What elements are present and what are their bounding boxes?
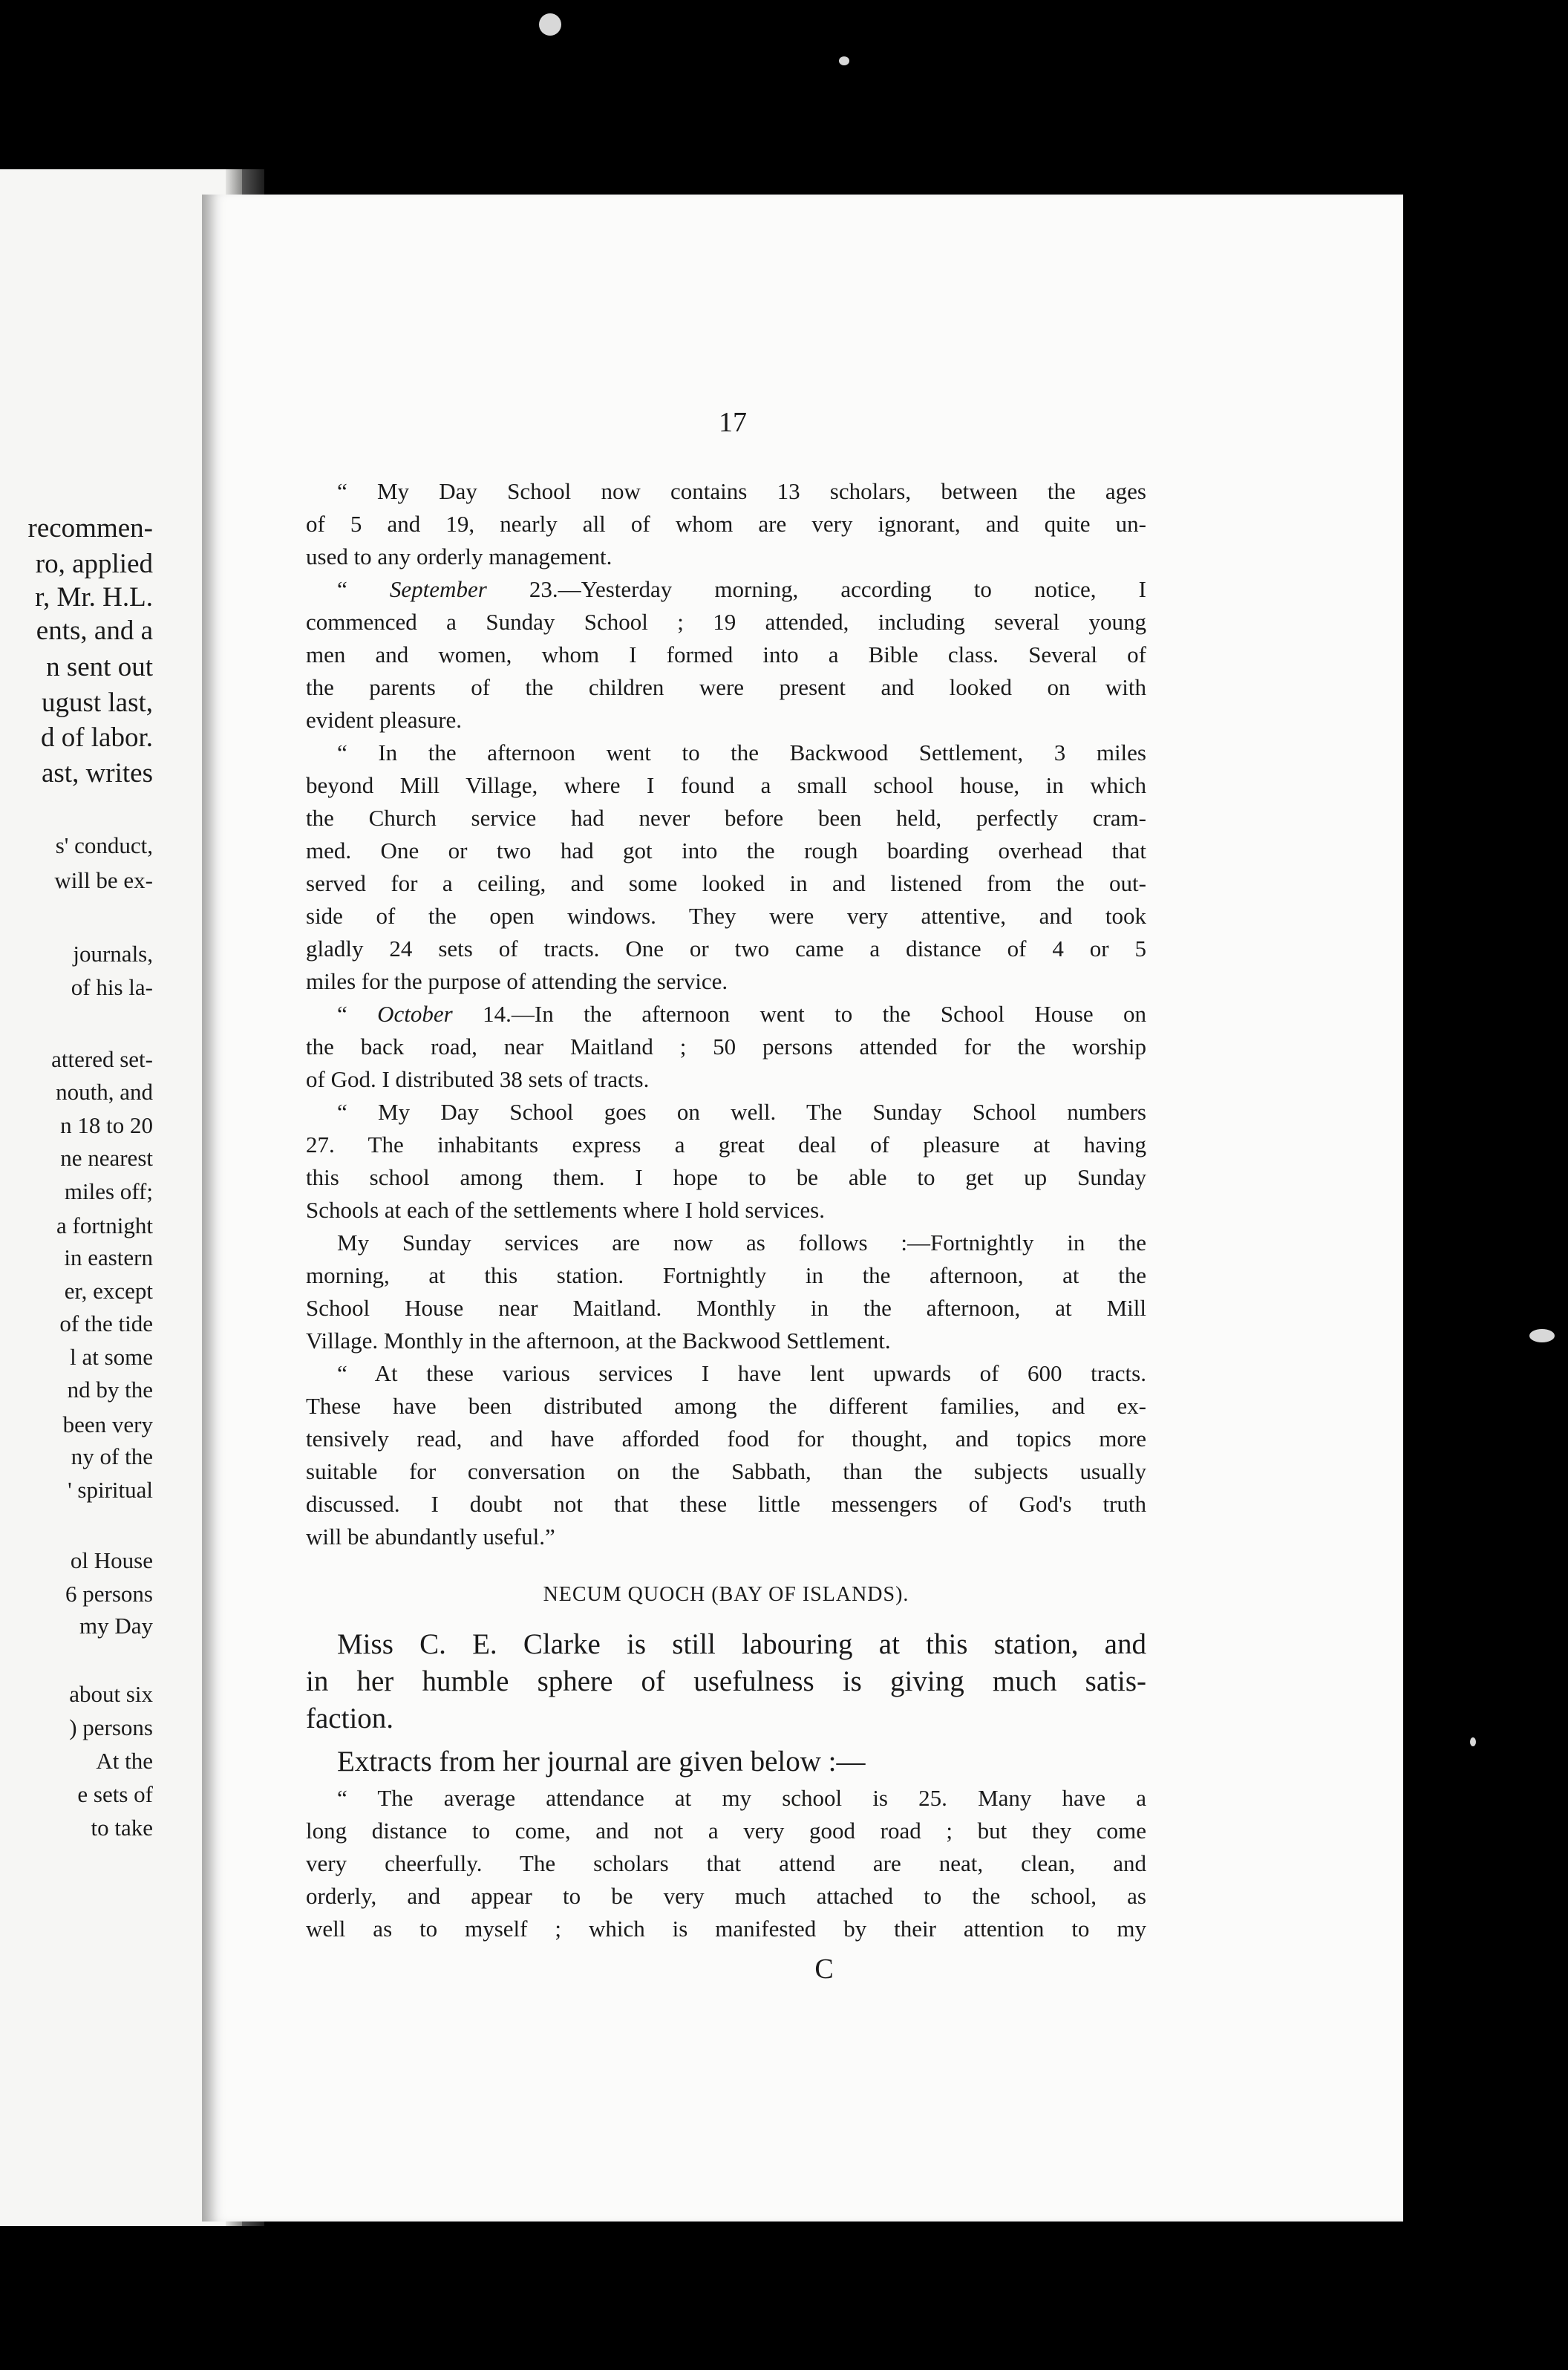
text-line: side of the open windows. They were very attentive, and took <box>306 903 1146 929</box>
left-page-line: ugust last, <box>41 688 153 718</box>
text-line: men and women, whom I formed into a Bible class. Several of <box>306 642 1146 667</box>
text-fragment: 14.—In the afternoon went to the School House on <box>452 1001 1146 1027</box>
text-line: long distance to come, and not a very good road ; but they come <box>306 1818 1146 1844</box>
left-page-line: about six <box>69 1681 153 1707</box>
text-line: commenced a Sunday School ; 19 attended, including several young <box>306 609 1146 635</box>
left-page-line: n 18 to 20 <box>60 1112 153 1138</box>
left-page-line: ents, and a <box>36 616 153 646</box>
left-page-line: s' conduct, <box>55 832 153 858</box>
left-page-line: ) persons <box>69 1714 153 1740</box>
left-page-line: been very <box>62 1411 153 1437</box>
text-line: evident pleasure. <box>306 707 463 733</box>
left-page-line: ny of the <box>71 1443 153 1469</box>
text-line: of God. I distributed 38 sets of tracts. <box>306 1066 650 1092</box>
date-september: September <box>389 576 487 602</box>
text-line: discussed. I doubt not that these little messengers of God's truth <box>306 1491 1146 1517</box>
left-page-line: ne nearest <box>60 1145 153 1171</box>
left-page-line: attered set- <box>51 1046 153 1072</box>
text-line: faction. <box>306 1703 394 1734</box>
paragraph-clarke <box>306 1626 1146 1780</box>
left-page-line: ol House <box>70 1547 153 1573</box>
text-line: My Sunday services are now as follows :—Fortnightly in the <box>337 1230 1146 1256</box>
left-page-line: in eastern <box>64 1244 153 1270</box>
text-line: “ The average attendance at my school is 25. Many have a <box>337 1785 1146 1811</box>
text-line: very cheerfully. The scholars that attend are neat, clean, and <box>306 1850 1146 1876</box>
text-line: morning, at this station. Fortnightly in the afternoon, at the <box>306 1262 1146 1288</box>
text-line: beyond Mill Village, where I found a small school house, in which <box>306 772 1146 798</box>
left-page-line: ro, applied <box>35 549 153 579</box>
text-line: the Church service had never before been held, perfectly cram- <box>306 805 1146 831</box>
dust-speck <box>839 56 849 65</box>
text-line: Schools at each of the settlements where I hold services. <box>306 1197 825 1223</box>
text-line: Miss C. E. Clarke is still labouring at this station, and <box>337 1628 1146 1660</box>
text-line: the back road, near Maitland ; 50 persons attended for the worship <box>306 1034 1146 1060</box>
text-line: “ At these various services I have lent upwards of 600 tracts. <box>337 1360 1146 1386</box>
left-page-line: ast, writes <box>41 758 153 789</box>
left-page-line: of the tide <box>59 1310 153 1336</box>
text-line: These have been distributed among the different families, and ex- <box>306 1393 1146 1419</box>
text-line: Extracts from her journal are given below :— <box>337 1746 866 1777</box>
text-line: gladly 24 sets of tracts. One or two came a distance of 4 or 5 <box>306 936 1146 962</box>
text-line: this school among them. I hope to be able to get up Sunday <box>306 1164 1146 1190</box>
text-line: suitable for conversation on the Sabbath, than the subjects usually <box>306 1458 1146 1484</box>
signature-mark: C <box>814 1953 834 1985</box>
left-page-line: r, Mr. H.L. <box>35 582 153 613</box>
text-line: 27. The inhabitants express a great deal of pleasure at having <box>306 1132 1146 1158</box>
left-page-line: nouth, and <box>56 1079 153 1105</box>
date-october: October <box>377 1001 453 1027</box>
dust-speck <box>1529 1329 1555 1342</box>
text-line: “ My Day School now contains 13 scholars, between the ages <box>337 478 1146 504</box>
left-page-line: of his la- <box>71 974 153 1000</box>
dust-speck <box>1470 1737 1476 1746</box>
section-heading: NECUM QUOCH (BAY OF ISLANDS). <box>543 1583 909 1606</box>
text-line: tensively read, and have afforded food for thought, and topics more <box>306 1426 1146 1452</box>
left-page-line: At the <box>96 1748 153 1774</box>
left-page-line: ' spiritual <box>68 1477 153 1503</box>
text-line: in her humble sphere of usefulness is giving much satis- <box>306 1665 1146 1697</box>
left-page-line: will be ex- <box>54 867 153 893</box>
text-line-september: “ September 23.—Yesterday morning, according to notice, I <box>337 576 1146 602</box>
paragraph-day-school <box>306 475 1146 1553</box>
text-line: “ My Day School goes on well. The Sunday School numbers <box>337 1099 1146 1125</box>
paragraph-journal-extract <box>306 1782 1146 1945</box>
text-line-october: “ October 14.—In the afternoon went to the School House on <box>337 1001 1146 1027</box>
left-page-line: to take <box>91 1815 153 1841</box>
left-page-line: my Day <box>79 1613 153 1639</box>
text-fragment: 23.—Yesterday morning, according to notice, I <box>486 576 1146 602</box>
left-page-line: l at some <box>70 1344 153 1370</box>
left-page-line: recommen- <box>27 513 153 543</box>
left-page-line: nd by the <box>67 1377 153 1403</box>
text-line: Village. Monthly in the afternoon, at the Backwood Settlement. <box>306 1328 891 1354</box>
left-page-line: miles off; <box>64 1178 153 1204</box>
text-line: “ In the afternoon went to the Backwood Settlement, 3 miles <box>337 740 1146 765</box>
text-line: will be abundantly useful.” <box>306 1524 555 1550</box>
left-page-line: er, except <box>64 1278 153 1304</box>
text-line: well as to myself ; which is manifested by their attention to my <box>306 1916 1146 1942</box>
dust-speck <box>539 13 561 36</box>
left-page-line: n sent out <box>46 652 153 682</box>
left-page-line: journals, <box>73 941 153 967</box>
text-line: School House near Maitland. Monthly in the afternoon, at Mill <box>306 1295 1146 1321</box>
text-line: orderly, and appear to be very much attached to the school, as <box>306 1883 1146 1909</box>
left-page-line: d of labor. <box>40 722 153 753</box>
left-page-line: 6 persons <box>65 1581 153 1607</box>
left-page-line: e sets of <box>77 1781 153 1807</box>
page-number: 17 <box>719 407 747 438</box>
left-page-line: a fortnight <box>56 1212 153 1238</box>
text-line: used to any orderly management. <box>306 543 612 569</box>
text-line: served for a ceiling, and some looked in and listened from the out- <box>306 870 1146 896</box>
text-line: miles for the purpose of attending the service. <box>306 968 728 994</box>
text-line: of 5 and 19, nearly all of whom are very ignorant, and quite un- <box>306 511 1146 537</box>
text-line: med. One or two had got into the rough boarding overhead that <box>306 838 1146 864</box>
text-line: the parents of the children were present and looked on with <box>306 674 1146 700</box>
